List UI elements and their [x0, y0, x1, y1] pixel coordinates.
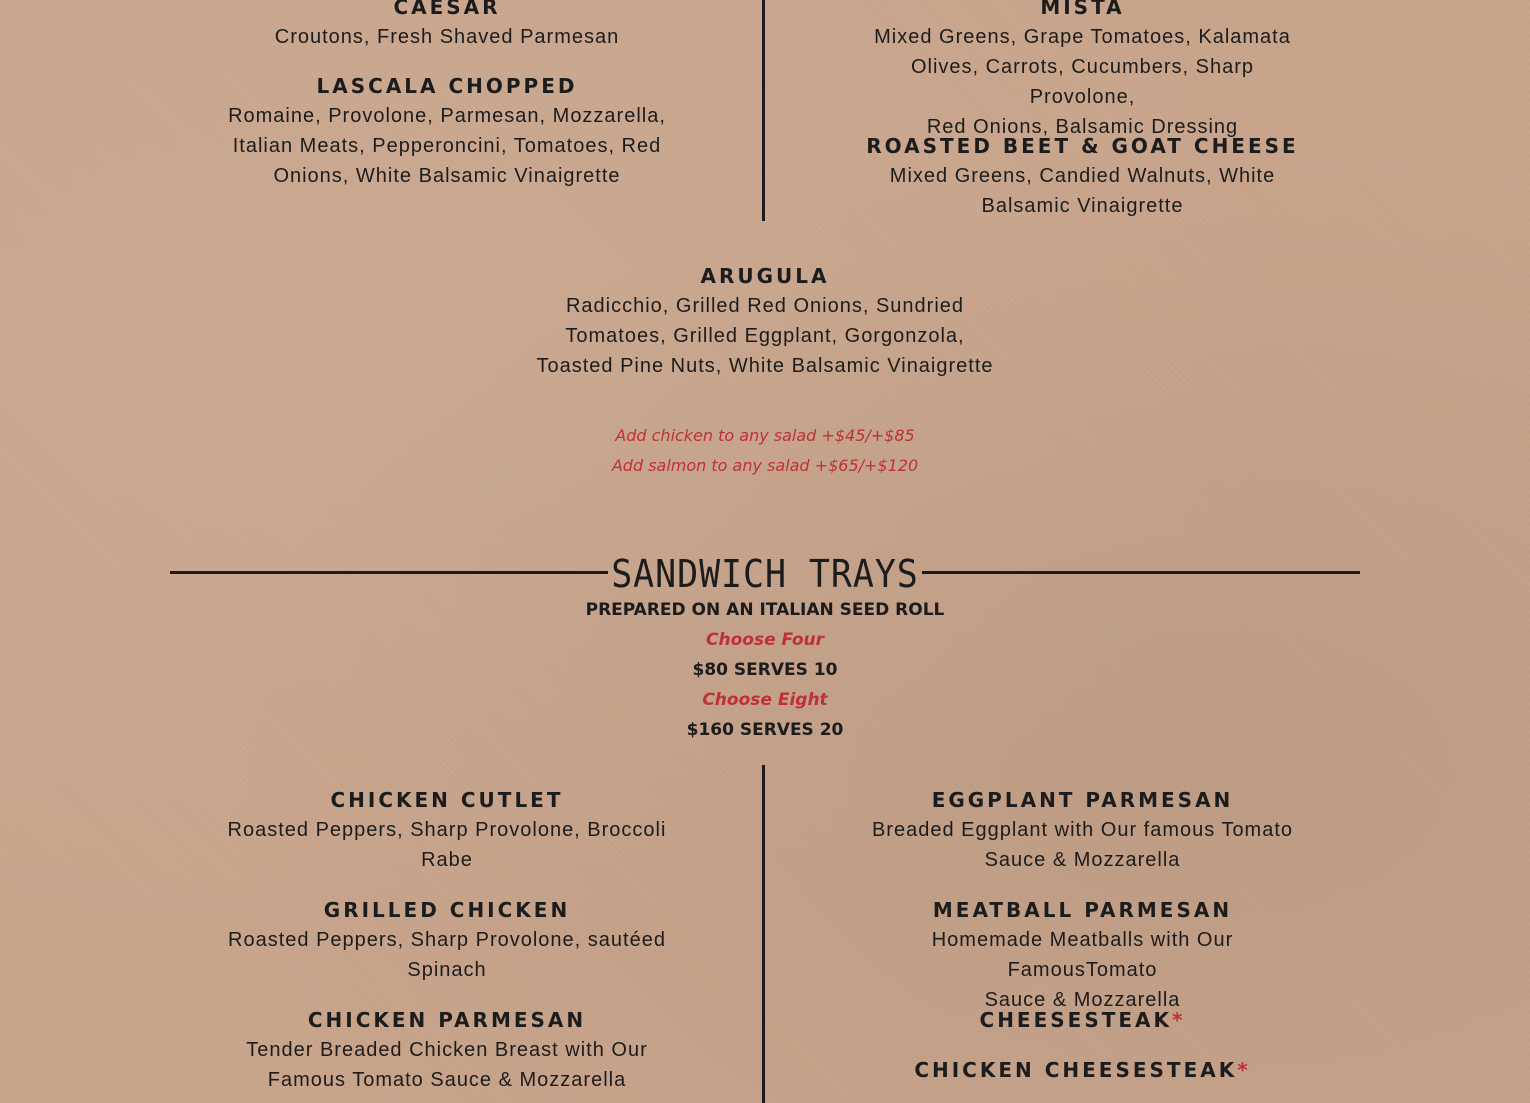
price-four: $80 SERVES 10: [692, 660, 838, 680]
item-name-row: [855, 1005, 1310, 1035]
asterisk-mark: *: [1237, 1058, 1251, 1082]
sandwich-column-divider: [762, 765, 765, 1103]
section-rule-right: [922, 571, 1360, 574]
item-description-line: Roasted Peppers, Sharp Provolone, Broccoli: [227, 819, 667, 841]
item-description-line: Balsamic Vinaigrette: [981, 195, 1184, 217]
menu-item-eggplant-parmesan: [855, 785, 1310, 875]
item-name: CHICKEN PARMESAN: [307, 1008, 587, 1032]
item-description-line: Rabe: [421, 849, 473, 871]
section-title: SANDWICH TRAYS: [611, 552, 919, 596]
menu-item-chicken-cutlet: [222, 785, 672, 875]
item-name: ARUGULA: [700, 264, 830, 288]
item-name: ROASTED BEET & GOAT CHEESE: [866, 134, 1299, 158]
menu-item-arugula: [515, 261, 1015, 381]
item-name: GRILLED CHICKEN: [323, 898, 571, 922]
salad-column-divider: [762, 0, 765, 221]
item-name: MISTA: [1040, 0, 1125, 19]
addon-chicken: Add chicken to any salad +$45/+$85: [615, 426, 915, 445]
item-description-line: Red Onions, Balsamic Dressing: [926, 116, 1239, 138]
item-name: CHICKEN CUTLET: [330, 788, 564, 812]
price-eight: $160 SERVES 20: [686, 720, 844, 740]
item-description-line: Breaded Eggplant with Our famous Tomato: [871, 819, 1294, 841]
menu-item-grilled-chicken: [222, 895, 672, 985]
menu-item-caesar: [222, 0, 672, 52]
item-name: EGGPLANT PARMESAN: [931, 788, 1234, 812]
item-name-row: [855, 1055, 1310, 1085]
item-name: LASCALA CHOPPED: [316, 74, 578, 98]
item-description-line: Tender Breaded Chicken Breast with Our: [246, 1039, 648, 1061]
item-description-line: Sauce & Mozzarella: [984, 849, 1181, 871]
choose-eight-label: Choose Eight: [702, 690, 828, 710]
item-name: MEATBALL PARMESAN: [932, 898, 1233, 922]
item-name: CHICKEN CHEESESTEAK: [914, 1058, 1238, 1082]
item-description-line: Spinach: [407, 959, 487, 981]
item-description-line: Sauce & Mozzarella: [984, 989, 1181, 1011]
menu-item-lascala-chopped: [222, 71, 672, 191]
menu-item-chicken-parmesan: [222, 1005, 672, 1095]
item-description-line: Famous Tomato Sauce & Mozzarella: [267, 1069, 627, 1091]
item-name: CHEESESTEAK: [979, 1008, 1173, 1032]
item-description-line: Tomatoes, Grilled Eggplant, Gorgonzola,: [565, 325, 965, 347]
item-description-line: Mixed Greens, Candied Walnuts, White: [889, 165, 1276, 187]
addon-salmon: Add salmon to any salad +$65/+$120: [611, 456, 919, 475]
item-description-line: Romaine, Provolone, Parmesan, Mozzarella,: [228, 105, 666, 127]
menu-item-mista: [855, 0, 1310, 142]
item-description-line: Radicchio, Grilled Red Onions, Sundried: [565, 295, 965, 317]
item-description-line: Italian Meats, Pepperoncini, Tomatoes, Red: [232, 135, 662, 157]
section-subtitle: PREPARED ON AN ITALIAN SEED ROLL: [585, 600, 945, 620]
item-description-line: Roasted Peppers, Sharp Provolone, sautéed: [228, 929, 666, 951]
menu-item-chicken-cheesesteak: [855, 1055, 1310, 1085]
item-name: CAESAR: [393, 0, 501, 19]
item-description-line: Homemade Meatballs with Our FamousTomato: [931, 929, 1234, 981]
section-rule-left: [170, 571, 608, 574]
item-description-line: Olives, Carrots, Cucumbers, Sharp Provolone,: [910, 56, 1255, 108]
asterisk-mark: *: [1172, 1008, 1186, 1032]
choose-four-label: Choose Four: [706, 630, 824, 650]
item-description-line: Onions, White Balsamic Vinaigrette: [273, 165, 621, 187]
item-description-line: Mixed Greens, Grape Tomatoes, Kalamata: [874, 26, 1291, 48]
item-description: Croutons, Fresh Shaved Parmesan: [274, 26, 620, 48]
menu-item-cheesesteak: [855, 1005, 1310, 1035]
menu-item-roasted-beet-goat-cheese: [855, 131, 1310, 221]
menu-item-meatball-parmesan: [855, 895, 1310, 1015]
item-description-line: Toasted Pine Nuts, White Balsamic Vinaigrette: [536, 355, 994, 377]
